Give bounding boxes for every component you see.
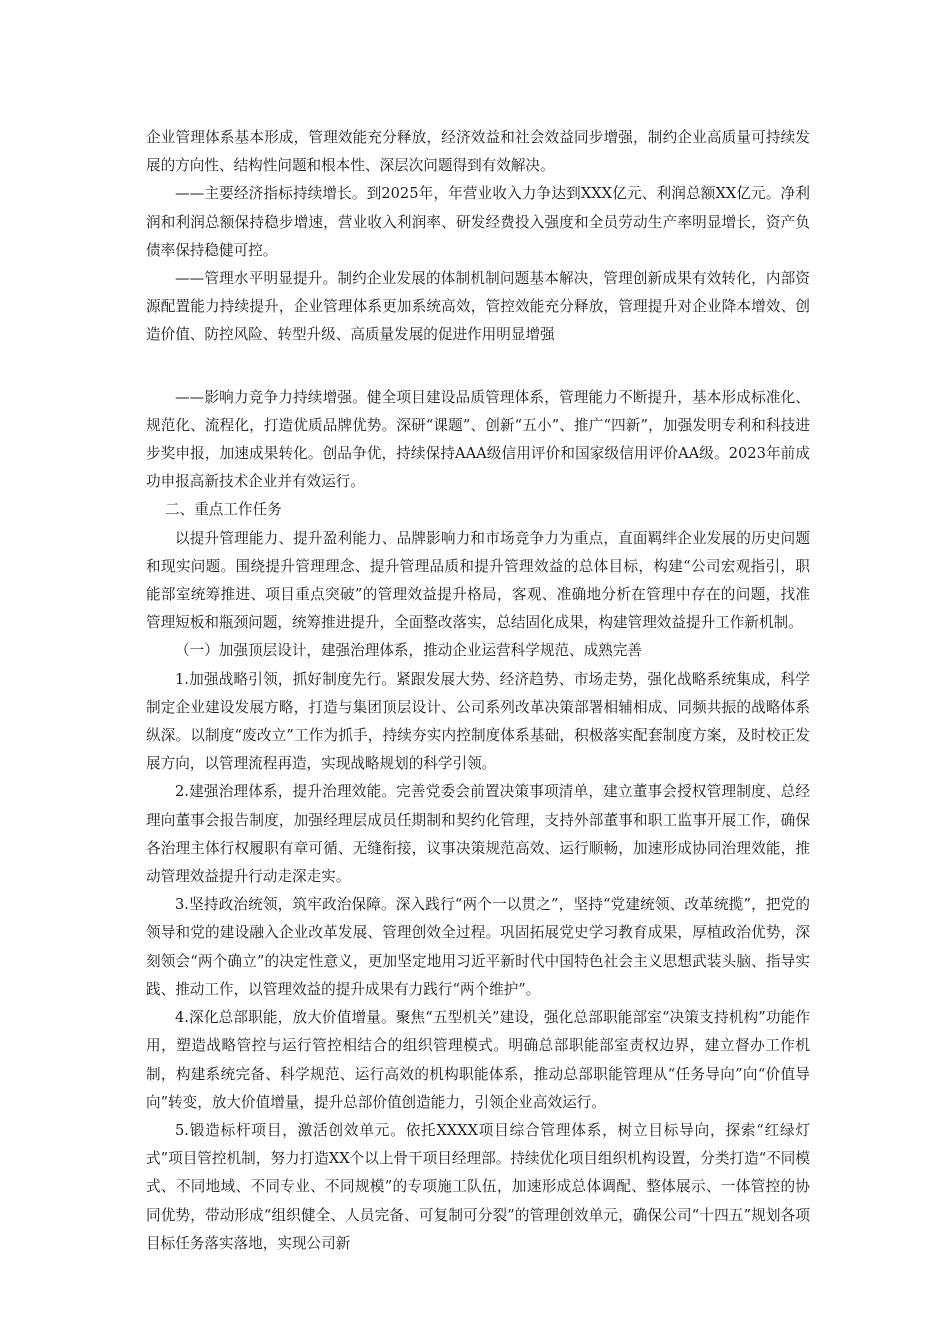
paragraph-item-2: 2.建强治理体系，提升治理效能。完善党委会前置决策事项清单，建立董事会授权管理制度、总经理向董事会报告制度，加强经理层成员任期制和契约化管理，支持外部董事和职工监事开展工作，确保各治理主体行权履职有章可循、无缝衔接，议事决策规范高效、运行顺畅，加速形成协同治理效能，推动管理效益提升行动走深走实。 [146, 783, 810, 886]
paragraph-economic-indicators: ——主要经济指标持续增长。到2025年，年营业收入力争达到XXX亿元、利润总额XX亿元。净利润和利润总额保持稳步增速，营业收入利润率、研发经费投入强度和全员劳动生产率明显增长，资产负债率保持稳健可控。 [146, 185, 810, 259]
paragraph-continuation: 企业管理体系基本形成，管理效能充分释放，经济效益和社会效益同步增强，制约企业高质量可持续发展的方向性、结构性问题和根本性、深层次问题得到有效解决。 [146, 129, 810, 175]
paragraph-item-5: 5.锻造标杆项目，激活创效单元。依托XXXX项目综合管理体系，树立目标导向，探索“红绿灯式”项目管控机制，努力打造XX个以上骨干项目经理部。持续优化项目组织机构设置，分类打造“不同模式、不同地域、不同专业、不同规模”的专项施工队伍，加速形成总体调配、整体展示、一体管控的协同优势，带动形成“组织健全、人员完备、可复制可分裂”的管理创效单元，确保公司“十四五”规划各项目标任务落实落地，实现公司新 [146, 1121, 810, 1252]
paragraph-management-level: ——管理水平明显提升。制约企业发展的体制机制问题基本解决，管理创新成果有效转化，内部资源配置能力持续提升，企业管理体系更加系统高效，管控效能充分释放，管理提升对企业降本增效、创造价值、防控风险、转型升级、高质量发展的促进作用明显增强 [146, 270, 810, 344]
paragraph-influence-competitiveness: ——影响力竞争力持续增强。健全项目建设品质管理体系，管理能力不断提升，基本形成标准化、规范化、流程化，打造优质品牌优势。深研“课题”、创新“五小”、推广“四新”，加强发明专利和科技进步奖申报，加速成果转化。创品争优，持续保持AAA级信用评价和国家级信用评价AA级。2023年前成功申报高新技术企业并有效运行。 [146, 388, 810, 491]
paragraph-key-tasks-intro: 以提升管理能力、提升盈利能力、品牌影响力和市场竞争力为重点，直面羁绊企业发展的历史问题和现实问题。围绕提升管理理念、提升管理品质和提升管理效益的总体目标，构建“公司宏观指引，职能部室统筹推进、项目重点突破”的管理效益提升格局，客观、准确地分析在管理中存在的问题，找准管理短板和瓶颈问题，统筹推进提升，全面整改落实，总结固化成果，构建管理效益提升工作新机制。 [146, 529, 810, 632]
section-heading-key-tasks: 二、重点工作任务 [165, 501, 282, 519]
paragraph-item-3: 3.坚持政治统领，筑牢政治保障。深入践行“两个一以贯之”，坚持“党建统领、改革统揽”，把党的领导和党的建设融入企业改革发展、管理创效全过程。巩固拓展党史学习教育成果，厚植政治优势，深刻领会“两个确立”的决定性意义，更加坚定地用习近平新时代中国特色社会主义思想武装头脑、指导实践、推动工作，以管理效益的提升成果有力践行“两个维护”。 [146, 896, 810, 998]
subsection-heading-top-level-design: （一）加强顶层设计，建强治理体系，推动企业运营科学规范、成熟完善 [175, 642, 643, 660]
paragraph-item-1: 1.加强战略引领，抓好制度先行。紧跟发展大势、经济趋势、市场走势，强化战略系统集成，科学制定企业建设发展方略，打造与集团顶层设计、公司系列改革决策部署相辅相成、同频共振的战略体系纵深。以制度“废改立”工作为抓手，持续夯实内控制度体系基础，积极落实配套制度方案，及时校正发展方向，以管理流程再造，实现战略规划的科学引领。 [146, 670, 810, 773]
document-body [146, 124, 810, 1258]
paragraph-item-4: 4.深化总部职能，放大价值增量。聚焦“五型机关”建设，强化总部职能部室“决策支持机构”功能作用，塑造战略管控与运行管控相结合的组织管理模式。明确总部职能部室责权边界，建立督办工作机制，构建系统完备、科学规范、运行高效的机构职能体系，推动总部职能管理从“任务导向”向“价值导向”转变，放大价值增量，提升总部价值创造能力，引领企业高效运行。 [146, 1009, 810, 1111]
